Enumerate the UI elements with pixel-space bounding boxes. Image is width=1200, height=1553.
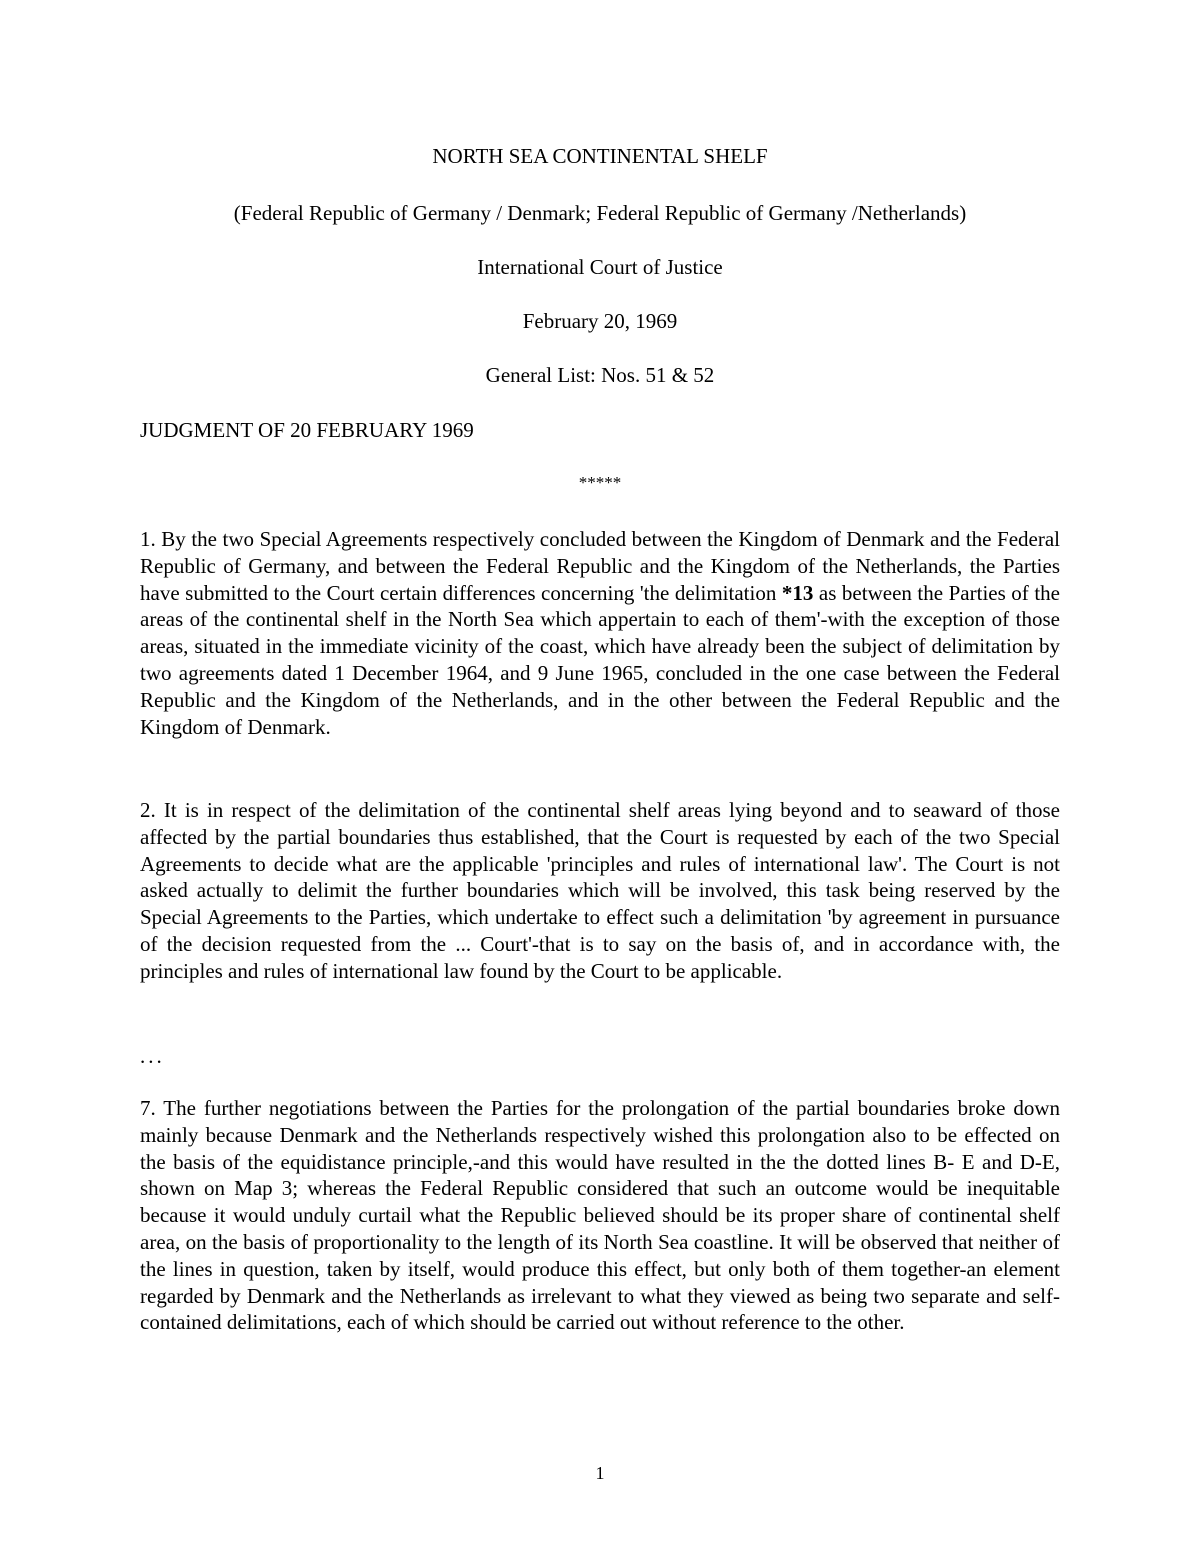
section-separator: ***** xyxy=(578,473,622,492)
judgment-heading: JUDGMENT OF 20 FEBRUARY 1969 xyxy=(140,418,474,442)
document-title: NORTH SEA CONTINENTAL SHELF xyxy=(432,144,768,168)
court-name: International Court of Justice xyxy=(477,255,723,279)
paragraph-7: 7. The further negotiations between the Parties for the prolongation of the partial boundaries broke down mainly because Denmark and the Netherlands respectively wished this prolongation also to be effected on the basis of the equidistance principle,-and this would have resulted in the the dotted lines B- E and D-E, shown on Map 3; whereas the Federal Republic considered that such an outcome would be inequitable because it would unduly curtail what the Republic believed should be its proper share of continental shelf area, on the basis of proportionality to the length of its North Sea coastline. It will be observed that neither of the lines in question, taken by itself, would produce this effect, but only both of them together-an element regarded by Denmark and the Netherlands as irrelevant to what they viewed as being two separate and self-contained delimitations, each of which should be carried out without reference to the other. xyxy=(140,1096,1060,1335)
page-number: 1 xyxy=(595,1463,605,1483)
general-list: General List: Nos. 51 & 52 xyxy=(485,363,715,387)
paragraph-1 xyxy=(140,526,1060,740)
paragraph-1-text-end: as between the Parties of the areas of the continental shelf in the North Sea which appertain to each of them'-with the exception of those areas, situated in the immediate vicinity of the coast, which have already been the subject of delimitation by two agreements dated 1 December 1964, and 9 June 1965, concluded in the one case between the Federal Republic and the Kingdom of the Netherlands, and in the other between the Federal Republic and the Kingdom of Denmark. xyxy=(140,580,1060,739)
paragraph-2: 2. It is in respect of the delimitation of the continental shelf areas lying beyond and to seaward of those affected by the partial boundaries thus established, that the Court is requested by each of the two Special Agreements to decide what are the applicable 'principles and rules of international law'. The Court is not asked actually to delimit the further boundaries which will be involved, this task being reserved by the Special Agreements to the Parties, which undertake to effect such a delimitation 'by agreement in pursuance of the decision requested from the ... Court'-that is to say on the basis of, and in accordance with, the principles and rules of international law found by the Court to be applicable. xyxy=(140,798,1060,983)
case-parties: (Federal Republic of Germany / Denmark; Federal Republic of Germany /Netherlands) xyxy=(233,201,967,225)
page-marker: *13 xyxy=(781,580,814,605)
omission-ellipsis: ... xyxy=(140,1044,165,1068)
paragraph-1-text-start: 1. By the two Special Agreements respectively concluded between the Kingdom of Denmark and the Federal Republic of Germany, and between the Federal Republic and the Kingdom of the Netherlands, the Parties have submitted to the Court certain differences concerning 'the delimitation xyxy=(140,527,1060,605)
judgment-date: February 20, 1969 xyxy=(522,309,678,333)
